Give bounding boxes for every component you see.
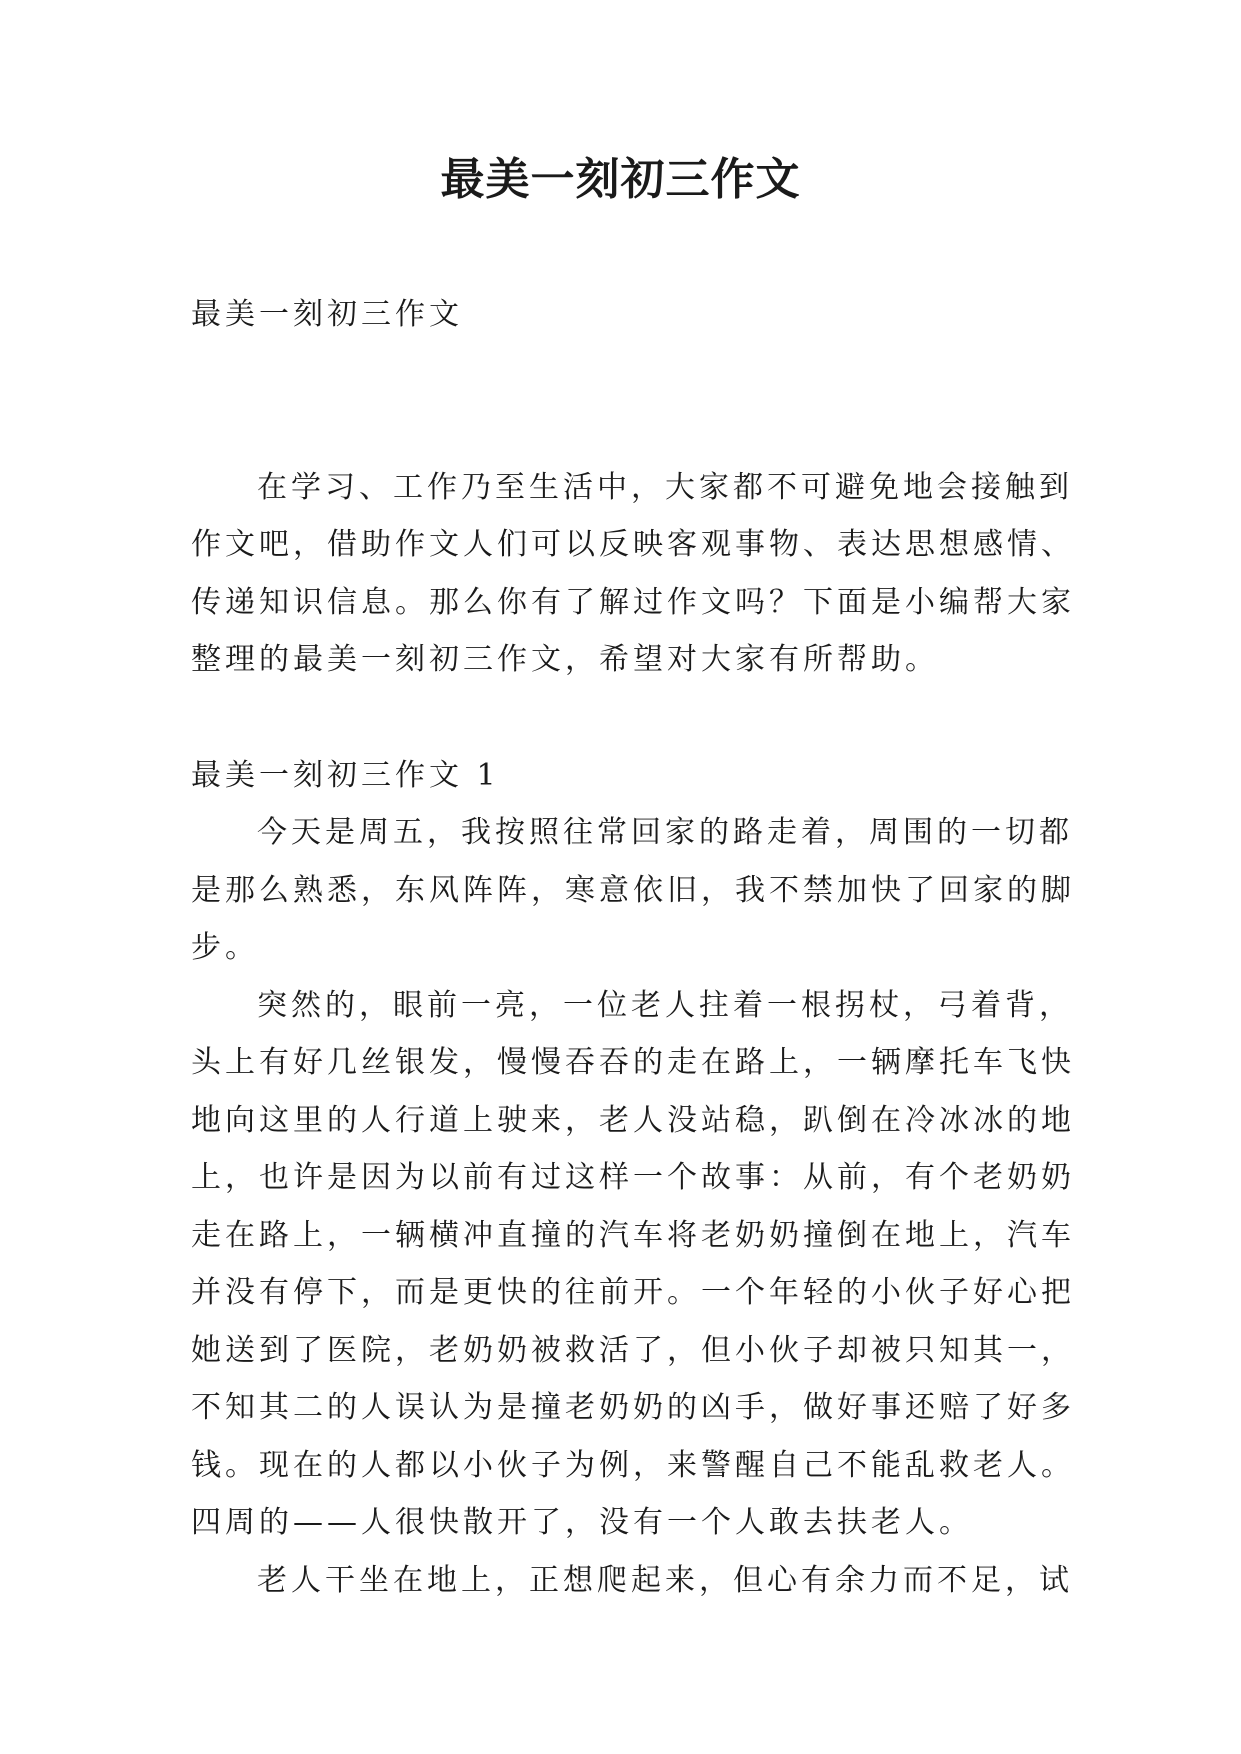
paragraph-line: 四周的——人很快散开了，没有一个人敢去扶老人。	[191, 1505, 973, 1540]
paragraph-line: 不知其二的人误认为是撞老奶奶的凶手，做好事还赔了好多	[191, 1390, 1075, 1425]
body-paragraph	[191, 977, 1075, 1552]
paragraph-line: 地向这里的人行道上驶来，老人没站稳，趴倒在冷冰冰的地	[191, 1102, 1075, 1138]
document-title: 最美一刻初三作文	[440, 154, 801, 205]
body-paragraph	[191, 804, 1075, 977]
paragraph-line: 是那么熟悉，东风阵阵，寒意依旧，我不禁加快了回家的脚	[191, 872, 1075, 908]
paragraph-line: 今天是周五，我按照往常回家的路走着，周围的一切都	[257, 815, 1073, 850]
paragraph-line: 她送到了医院，老奶奶被救活了，但小伙子却被只知其一，	[191, 1332, 1075, 1368]
document-subtitle: 最美一刻初三作文	[191, 297, 463, 332]
intro-line: 在学习、工作乃至生活中，大家都不可避免地会接触到	[257, 469, 1073, 505]
paragraph-line: 走在路上，一辆横冲直撞的汽车将老奶奶撞倒在地上，汽车	[191, 1217, 1075, 1253]
paragraph-line: 并没有停下，而是更快的往前开。一个年轻的小伙子好心把	[191, 1275, 1075, 1310]
intro-line: 作文吧，借助作文人们可以反映客观事物、表达思想感情、	[191, 527, 1075, 562]
paragraph-line: 步。	[191, 930, 259, 965]
intro-line: 传递知识信息。那么你有了解过作文吗？下面是小编帮大家	[191, 584, 1075, 620]
paragraph-line: 钱。现在的人都以小伙子为例，来警醒自己不能乱救老人。	[191, 1447, 1075, 1483]
intro-paragraph	[191, 459, 1075, 689]
document-body	[191, 286, 1075, 1609]
section-title: 最美一刻初三作文 1	[191, 757, 500, 793]
body-paragraph	[191, 1552, 1071, 1610]
paragraph-line: 突然的，眼前一亮，一位老人拄着一根拐杖，弓着背，	[257, 987, 1073, 1023]
paragraph-line: 上，也许是因为以前有过这样一个故事：从前，有个老奶奶	[191, 1160, 1075, 1195]
paragraph-line: 老人干坐在地上，正想爬起来，但心有余力而不足，试	[257, 1562, 1073, 1598]
paragraph-line: 头上有好几丝银发，慢慢吞吞的走在路上，一辆摩托车飞快	[191, 1045, 1075, 1080]
intro-line: 整理的最美一刻初三作文，希望对大家有所帮助。	[191, 642, 939, 677]
